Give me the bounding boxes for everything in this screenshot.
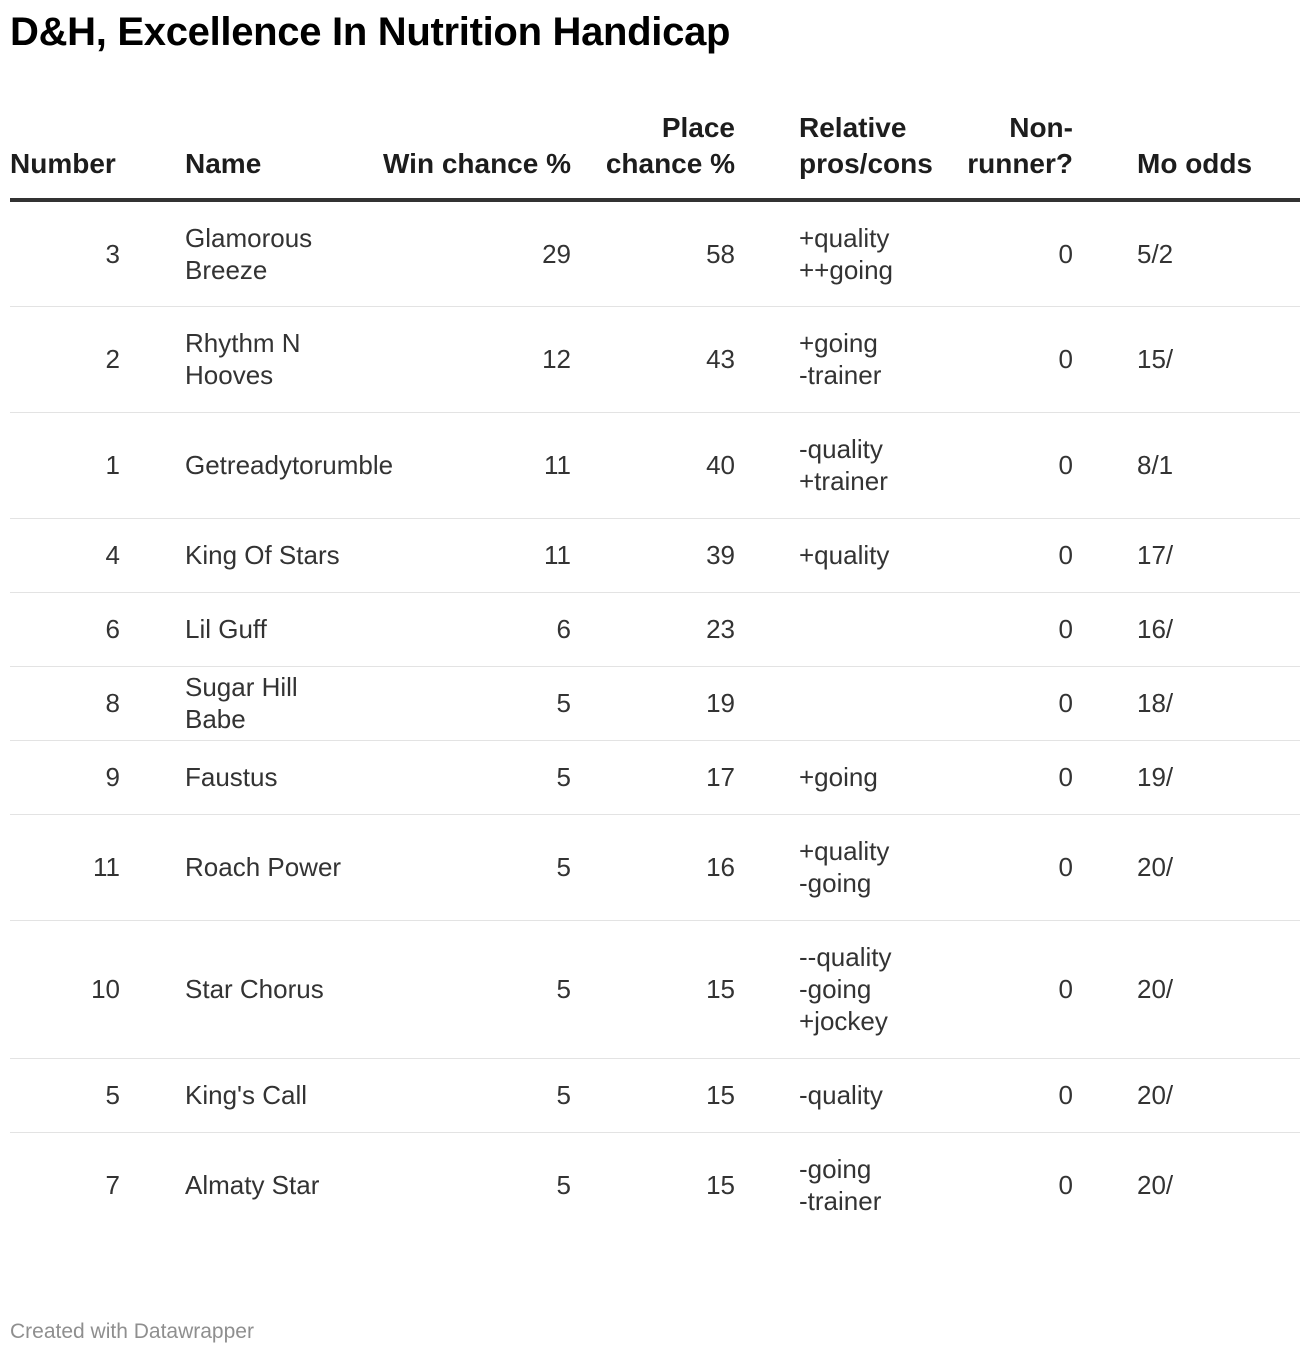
cell-non-runner: 0: [963, 412, 1073, 518]
table-row: [10, 518, 1300, 592]
table-row: [10, 1058, 1300, 1132]
pros-cons-item: -trainer: [799, 360, 882, 390]
cell-odds: 19/: [1073, 740, 1300, 814]
cell-name: Getreadytorumble: [120, 412, 360, 518]
header-pros-cons[interactable]: Relative pros/cons: [735, 110, 963, 200]
cell-non-runner: 0: [963, 1058, 1073, 1132]
cell-name: Lil Guff: [120, 592, 360, 666]
cell-name: Roach Power: [120, 814, 360, 920]
cell-place-chance: 23: [571, 592, 735, 666]
pros-cons-item: ++going: [799, 254, 893, 285]
cell-pros-cons: [735, 814, 963, 920]
pros-cons-item: +trainer: [799, 466, 888, 496]
table-row: [10, 1132, 1300, 1238]
chart-title: D&H, Excellence In Nutrition Handicap: [10, 10, 731, 54]
cell-number: 5: [10, 1058, 120, 1132]
cell-non-runner: 0: [963, 666, 1073, 740]
cell-place-chance: 39: [571, 518, 735, 592]
table-row: [10, 592, 1300, 666]
cell-win-chance: 29: [360, 200, 571, 306]
cell-name: Glamorous Breeze: [120, 200, 360, 306]
cell-name: King's Call: [120, 1058, 360, 1132]
odds-table: [10, 110, 1300, 1238]
cell-name: Star Chorus: [120, 920, 360, 1058]
table-row: [10, 306, 1300, 412]
cell-name: Sugar Hill Babe: [120, 666, 360, 740]
cell-non-runner: 0: [963, 306, 1073, 412]
pros-cons-item: -going: [799, 1154, 872, 1185]
cell-place-chance: 19: [571, 666, 735, 740]
cell-odds: 20/: [1073, 814, 1300, 920]
cell-place-chance: 15: [571, 1058, 735, 1132]
cell-odds: 20/: [1137, 1170, 1174, 1201]
pros-cons-item: +jockey: [799, 1006, 888, 1036]
header-number[interactable]: Number: [10, 110, 120, 200]
pros-cons-item: --quality: [799, 942, 892, 972]
cell-number: 8: [10, 666, 120, 740]
cell-pros-cons: [735, 306, 963, 412]
header-odds[interactable]: Mo odds: [1073, 110, 1300, 200]
cell-win-chance: 11: [360, 412, 571, 518]
cell-pros-cons: [735, 592, 963, 666]
cell-pros-cons: [735, 518, 963, 592]
cell-place-chance: 15: [571, 920, 735, 1058]
cell-place-chance: 40: [571, 412, 735, 518]
cell-non-runner: 0: [1058, 1170, 1073, 1201]
cell-number: 6: [10, 592, 120, 666]
cell-number: 2: [10, 306, 120, 412]
cell-non-runner: 0: [963, 200, 1073, 306]
pros-cons-item: +going: [799, 328, 878, 358]
cell-win-chance: 5: [360, 740, 571, 814]
table-row: [10, 666, 1300, 740]
cell-win-chance: 5: [360, 666, 571, 740]
cell-pros-cons: [735, 1058, 963, 1132]
cell-odds: 20/: [1073, 1058, 1300, 1132]
cell-number: 3: [10, 200, 120, 306]
pros-cons-item: +quality: [799, 540, 890, 570]
cell-win-chance: 5: [360, 1058, 571, 1132]
cell-odds: 18/: [1073, 666, 1300, 740]
header-place-chance[interactable]: Place chance %: [571, 110, 735, 200]
cell-pros-cons: [735, 200, 963, 306]
cell-number: 9: [10, 740, 120, 814]
cell-non-runner: 0: [963, 518, 1073, 592]
pros-cons-item: +quality: [799, 836, 890, 866]
cell-win-chance: 11: [360, 518, 571, 592]
cell-number: 7: [105, 1170, 120, 1201]
header-non-runner[interactable]: Non-runner?: [963, 110, 1073, 200]
cell-non-runner: 0: [963, 814, 1073, 920]
cell-odds: 8/1: [1073, 412, 1300, 518]
pros-cons-item: +going: [799, 762, 878, 792]
pros-cons-item: -going: [799, 974, 872, 1004]
cell-number: 10: [10, 920, 120, 1058]
cell-name: Rhythm N Hooves: [120, 306, 360, 412]
cell-number: 11: [10, 814, 120, 920]
cell-place-chance: 17: [571, 740, 735, 814]
table-row: [10, 740, 1300, 814]
header-name[interactable]: Name: [120, 110, 360, 200]
pros-cons-item: -going: [799, 868, 872, 898]
cell-number: 1: [10, 412, 120, 518]
cell-number: 4: [10, 518, 120, 592]
table-header-row: [10, 110, 1300, 200]
cell-odds: 17/: [1073, 518, 1300, 592]
cell-win-chance: 12: [360, 306, 571, 412]
cell-pros-cons: [735, 412, 963, 518]
pros-cons-item: +quality: [799, 222, 890, 253]
cell-pros-cons: [735, 740, 963, 814]
cell-win-chance: 5: [360, 920, 571, 1058]
table-row: [10, 814, 1300, 920]
cell-non-runner: 0: [963, 740, 1073, 814]
cell-place-chance: 58: [571, 200, 735, 306]
cell-odds: 16/: [1073, 592, 1300, 666]
cell-non-runner: 0: [963, 592, 1073, 666]
pros-cons-item: -trainer: [799, 1186, 882, 1217]
table-row: [10, 920, 1300, 1058]
cell-win-chance: 5: [360, 814, 571, 920]
cell-odds: 15/: [1073, 306, 1300, 412]
cell-pros-cons: [735, 666, 963, 740]
cell-place-chance: 15: [706, 1170, 735, 1201]
header-win-chance[interactable]: Win chance %: [360, 110, 571, 200]
cell-win-chance: 6: [360, 592, 571, 666]
cell-name: Faustus: [120, 740, 360, 814]
pros-cons-item: -quality: [799, 434, 883, 464]
cell-win-chance: 5: [556, 1170, 571, 1201]
cell-name: Almaty Star: [185, 1170, 320, 1201]
cell-place-chance: 16: [571, 814, 735, 920]
cell-pros-cons: [735, 920, 963, 1058]
cell-non-runner: 0: [963, 920, 1073, 1058]
cell-odds: 5/2: [1073, 200, 1300, 306]
table-row: [10, 412, 1300, 518]
cell-name: King Of Stars: [120, 518, 360, 592]
footer-credit: Created with Datawrapper: [10, 1320, 254, 1343]
table-row: [10, 200, 1300, 306]
cell-odds: 20/: [1073, 920, 1300, 1058]
cell-place-chance: 43: [571, 306, 735, 412]
cell-pros-cons: [735, 1132, 963, 1238]
table-body: [10, 200, 1300, 1238]
table-container: [10, 110, 1253, 1290]
pros-cons-item: -quality: [799, 1080, 883, 1110]
